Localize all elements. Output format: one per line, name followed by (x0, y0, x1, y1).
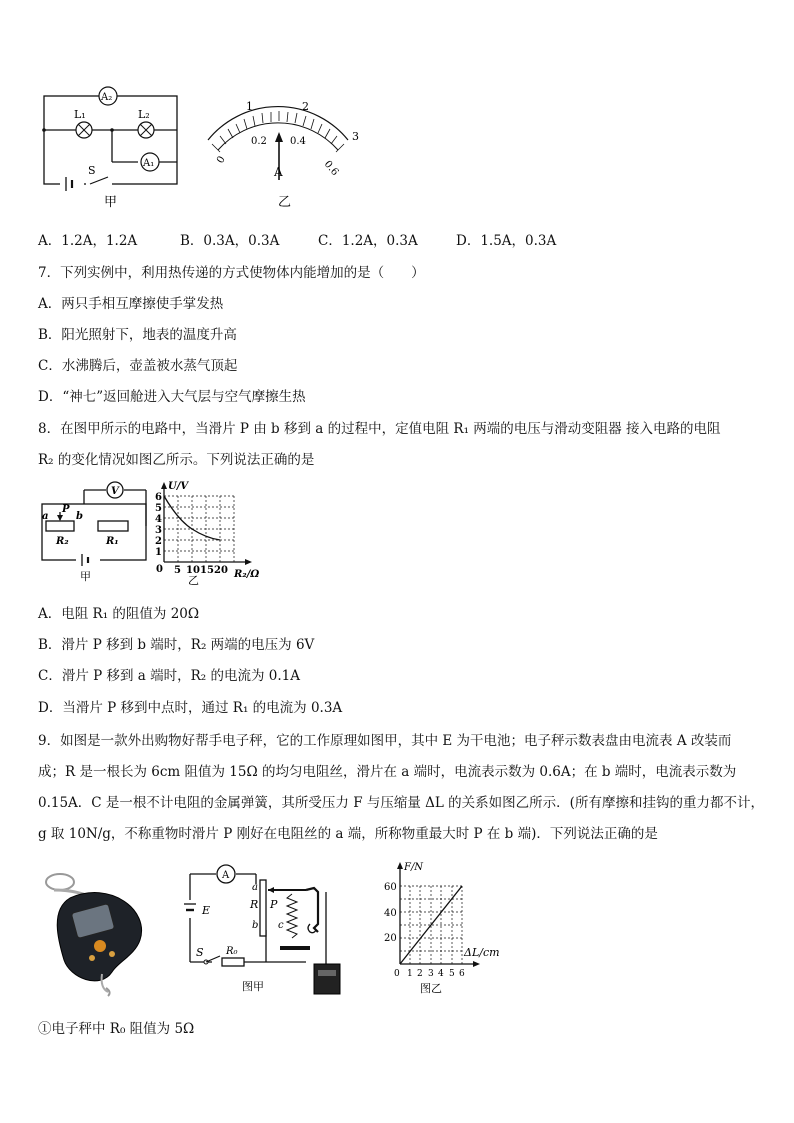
dial-letter: A (274, 165, 283, 179)
caption-yi: 乙 (278, 195, 292, 210)
q8-option-b[interactable]: B．滑片 P 移到 b 端时，R₂ 两端的电压为 6V (38, 637, 315, 653)
label-l2: L₂ (138, 108, 150, 121)
label-v: V (111, 486, 119, 497)
q8-ytick: 5 (155, 503, 162, 514)
q9-label-p: P (270, 898, 278, 911)
resistor-r0-icon (222, 958, 244, 966)
q9-ytick: 60 (384, 882, 397, 893)
q7-option-c[interactable]: C．水沸腾后，壶盖被水蒸气顶起 (38, 358, 238, 374)
q9-label-b: b (252, 920, 259, 931)
q7-option-a[interactable]: A．两只手相互摩擦使手掌发热 (38, 296, 224, 312)
q9-label-e: E (202, 904, 211, 917)
q6-option-a[interactable]: A．1.2A，1.2A (38, 233, 138, 249)
q9-stem-line3: 0.15A．C 是一根不计电阻的金属弹簧，其所受压力 F 与压缩量 ΔL 的关系如图乙所示．(所有摩擦和挂钩的重力都不计， (38, 795, 764, 811)
q8-option-d[interactable]: D．当滑片 P 移到中点时，通过 R₁ 的电流为 0.3A (38, 700, 343, 716)
label-a: a (42, 511, 49, 522)
dial-tick-bottom-0: 0 (215, 154, 228, 166)
q8-origin: 0 (156, 564, 163, 575)
q9-label-r0: R₀ (226, 946, 238, 957)
label-a2: A₂ (101, 92, 113, 103)
dial-tick-top-2: 2 (302, 100, 309, 113)
q6-option-d[interactable]: D．1.5A，0.3A (456, 233, 557, 249)
q6-option-b[interactable]: B．0.3A，0.3A (180, 233, 280, 249)
q9-label-r: R (250, 898, 259, 911)
q9-xlabel: ΔL/cm (464, 946, 500, 959)
q9-origin: 0 (394, 969, 400, 979)
dial-tick-bottom-1: 0.2 (251, 136, 267, 147)
label-r2: R₂ (56, 536, 69, 547)
q8-ylabel: U/V (168, 481, 189, 492)
spring-icon (287, 894, 297, 938)
label-p: P (62, 504, 70, 515)
resistance-wire-icon (260, 880, 266, 936)
q7-option-d[interactable]: D．“神七”返回舱进入大气层与空气摩擦生热 (38, 389, 306, 405)
dial-tick-top-1: 1 (246, 100, 253, 113)
q9-xtick: 2 (417, 969, 423, 979)
q9-label-a: a (252, 882, 258, 893)
q8-xlabel: R₂/Ω (234, 569, 260, 580)
resistor-r1-icon (98, 521, 128, 531)
q8-figure (36, 476, 276, 588)
q8-caption-jia: 甲 (80, 570, 91, 583)
q9-label-c: c (278, 920, 284, 931)
q8-option-a[interactable]: A．电阻 R₁ 的阻值为 20Ω (38, 606, 200, 622)
label-s: S (88, 164, 96, 177)
label-a1: A₁ (143, 158, 155, 169)
q6-option-c[interactable]: C．1.2A，0.3A (318, 233, 418, 249)
q8-xtick: 20 (214, 565, 228, 576)
q8-stem-line1: 8．在图甲所示的电路中，当滑片 P 由 b 移到 a 的过程中，定值电阻 R₁ 两端的电压与滑动变阻器 接入电路的电阻 (38, 421, 721, 437)
q9-label-s: S (196, 946, 204, 959)
q8-xtick: 10 (186, 565, 200, 576)
q8-stem-line2: R₂ 的变化情况如图乙所示。下列说法正确的是 (38, 452, 315, 468)
q9-ytick: 40 (384, 908, 397, 919)
q9-xtick: 6 (459, 969, 465, 979)
q9-xtick: 3 (428, 969, 434, 979)
q8-graph (161, 482, 252, 565)
q9-graph (378, 856, 508, 996)
q9-statement-1: ①电子秤中 R₀ 阻值为 5Ω (38, 1021, 195, 1037)
q9-circuit (176, 862, 366, 1000)
label-b: b (76, 511, 83, 522)
q8-xtick: 5 (174, 565, 181, 576)
q8-ytick: 3 (155, 525, 162, 536)
q9-xtick: 5 (449, 969, 455, 979)
label-l1: L₁ (74, 108, 86, 121)
circuit-figure-top (30, 82, 390, 214)
q7-stem: 7．下列实例中，利用热传递的方式使物体内能增加的是（ ） (38, 265, 425, 281)
q9-ylabel: F/N (404, 862, 424, 873)
q8-xtick: 15 (200, 565, 214, 576)
q8-ytick: 4 (155, 514, 162, 525)
dial-tick-bottom-3: 0.6 (321, 158, 341, 179)
q8-option-c[interactable]: C．滑片 P 移到 a 端时，R₂ 的电流为 0.1A (38, 668, 301, 684)
q9-ytick: 20 (384, 933, 397, 944)
q7-option-b[interactable]: B．阳光照射下，地表的温度升高 (38, 327, 237, 343)
weight-icon (314, 964, 340, 994)
q8-ytick: 1 (155, 547, 162, 558)
q9-label-a-meter: A (222, 870, 230, 881)
label-r1: R₁ (106, 536, 119, 547)
rheostat-r2-icon (46, 521, 74, 531)
q9-caption-jia: 图甲 (242, 980, 264, 993)
q9-xtick: 1 (407, 969, 413, 979)
q6-options (38, 229, 758, 249)
dial-tick-bottom-2: 0.4 (290, 136, 306, 147)
q9-stem-line4: g 取 10N/g，不称重物时滑片 P 刚好在电阻丝的 a 端，所称物重最大时 P 在 b 端)．下列说法正确的是 (38, 826, 658, 842)
q8-ytick: 6 (155, 492, 162, 503)
electronic-scale-image (40, 870, 150, 998)
q8-ytick: 2 (155, 536, 162, 547)
caption-jia: 甲 (104, 195, 118, 210)
switch-icon (206, 956, 220, 962)
q9-xtick: 4 (438, 969, 444, 979)
dial-tick-top-3: 3 (352, 130, 359, 143)
q9-stem-line1: 9．如图是一款外出购物好帮手电子秤，它的工作原理如图甲，其中 E 为干电池；电子秤示数表盘由电流表 A 改装而 (38, 733, 732, 749)
q8-caption-yi: 乙 (188, 574, 199, 587)
q9-caption-yi: 图乙 (420, 982, 442, 995)
q9-stem-line2: 成；R 是一根长为 6cm 阻值为 15Ω 的均匀电阻丝，滑片在 a 端时，电流表示数为 0.6A；在 b 端时，电流表示数为 (38, 764, 737, 780)
